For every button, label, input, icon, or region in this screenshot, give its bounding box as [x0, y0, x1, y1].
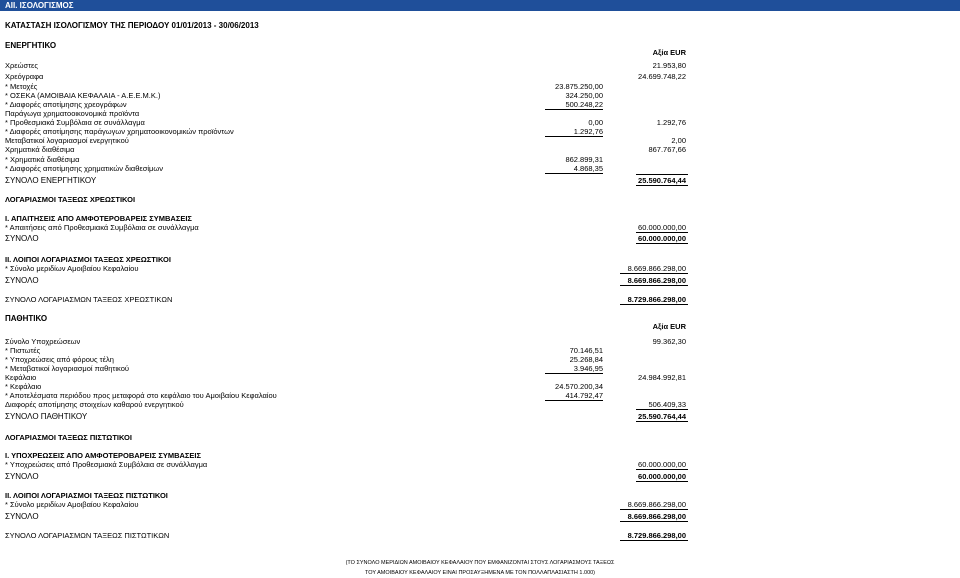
- liability-row-label: * Υποχρεώσεις από φόρους τέλη: [5, 355, 114, 364]
- debit-memo-sec1-heading: Ι. ΑΠΑΙΤΗΣΕΙΣ ΑΠΟ ΑΜΦΟΤΕΡΟΒΑΡΕΙΣ ΣΥΜΒΑΣΕΙΣ: [5, 214, 192, 223]
- credit-memo-sec1-row-value: 60.000.000,00: [638, 460, 686, 469]
- debit-memo-sec1-total-value: 60.000.000,00: [638, 234, 686, 243]
- asset-row-subvalue: 4.868,35: [573, 164, 603, 173]
- asset-row-label: * Διαφορές αποτίμησης χρεογράφων: [5, 100, 127, 109]
- liability-row-subvalue: 24.570.200,34: [555, 382, 603, 391]
- liability-row-label: * Πιστωτές: [5, 346, 41, 355]
- asset-row-label: * ΟΣΕΚΑ (ΑΜΟΙΒΑΙΑ ΚΕΦΑΛΑΙΑ - Α.Ε.Ε.Μ.Κ.): [5, 91, 161, 100]
- debit-memo-sec1-row-value: 60.000.000,00: [638, 223, 686, 232]
- assets-total-label: ΣΥΝΟΛΟ ΕΝΕΡΓΗΤΙΚΟΥ: [5, 176, 97, 185]
- liability-row-value: 24.984.992,81: [638, 373, 686, 382]
- divider: [620, 273, 688, 274]
- divider: [620, 285, 688, 286]
- asset-row-label: Μεταβατικοί λογαριασμοί ενεργητικού: [5, 136, 129, 145]
- asset-row-subvalue: 23.875.250,00: [555, 82, 603, 91]
- liabilities-total-label: ΣΥΝΟΛΟ ΠΑΘΗΤΙΚΟΥ: [5, 412, 88, 421]
- liability-row-label: Σύνολο Υποχρεώσεων: [5, 337, 81, 346]
- divider: [620, 509, 688, 510]
- asset-row-value: 21.953,80: [652, 61, 686, 70]
- divider: [636, 232, 688, 233]
- asset-row-label: Χρεώστες: [5, 61, 39, 70]
- debit-memo-grand-total-label: ΣΥΝΟΛΟ ΛΟΓΑΡΙΑΣΜΩΝ ΤΑΞΕΩΣ ΧΡΕΩΣΤΙΚΩΝ: [5, 295, 173, 304]
- footnote-line-2: ΤΟΥ ΑΜΟΙΒΑΙΟΥ ΚΕΦΑΛΑΙΟΥ ΕΙΝΑΙ ΠΡΟΣΑΥΞΗΜΕΝΑ ΜΕ ΤΟΝ ΠΟΛΛΑΠΛΑΣΙΑΣΤΗ 1.000): [364, 570, 596, 576]
- divider: [636, 243, 688, 244]
- credit-memo-sec1-total-value: 60.000.000,00: [638, 472, 686, 481]
- divider: [636, 174, 688, 175]
- liabilities-col-header: Αξία EUR: [652, 322, 686, 331]
- liability-row-subvalue: 414.792,47: [565, 391, 603, 400]
- credit-memo-grand-total-label: ΣΥΝΟΛΟ ΛΟΓΑΡΙΑΣΜΩΝ ΤΑΞΕΩΣ ΠΙΣΤΩΤΙΚΩΝ: [5, 531, 170, 540]
- divider: [545, 173, 603, 174]
- divider: [636, 421, 688, 422]
- liabilities-total-value: 25.590.764,44: [638, 412, 686, 421]
- asset-row-value: 1.292,76: [656, 118, 686, 127]
- debit-memo-sec2-row-label: * Σύνολο μεριδίων Αμοιβαίου Κεφαλαίου: [5, 264, 139, 273]
- statement-subtitle: ΚΑΤΑΣΤΑΣΗ ΙΣΟΛΟΓΙΣΜΟΥ ΤΗΣ ΠΕΡΙΟΔΟΥ 01/01/2013 - 30/06/2013: [5, 21, 259, 30]
- debit-memo-sec2-total-value: 8.669.866.298,00: [627, 276, 686, 285]
- divider: [636, 185, 688, 186]
- assets-col-header: Αξία EUR: [652, 48, 686, 57]
- asset-row-value: 2,00: [671, 136, 686, 145]
- section-title: AII. ΙΣΟΛΟΓΙΣΜΟΣ: [5, 1, 74, 10]
- asset-row-subvalue: 500.248,22: [565, 100, 603, 109]
- divider: [620, 304, 688, 305]
- asset-row-subvalue: 0,00: [588, 118, 603, 127]
- asset-row-label: * Χρηματικά διαθέσιμα: [5, 155, 80, 164]
- asset-row-label: * Προθεσμιακά Συμβόλαια σε συνάλλαγμα: [5, 118, 145, 127]
- liability-row-label: Διαφορές αποτίμησης στοιχείων καθαρού ενεργητικού: [5, 400, 184, 409]
- asset-row-value: 24.699.748,22: [638, 72, 686, 81]
- divider: [545, 109, 603, 110]
- asset-row-label: * Διαφορές αποτίμησης χρηματικών διαθεσίμων: [5, 164, 163, 173]
- liability-row-label: Κεφάλαιο: [5, 373, 37, 382]
- credit-memo-sec2-total-label: ΣΥΝΟΛΟ: [5, 512, 39, 521]
- debit-memo-heading: ΛΟΓΑΡΙΑΣΜΟΙ ΤΑΞΕΩΣ ΧΡΕΩΣΤΙΚΟΙ: [5, 195, 136, 204]
- asset-row-label: Παράγωγα χρηματοοικονομικά προϊόντα: [5, 109, 140, 118]
- asset-row-label: * Διαφορές αποτίμησης παράγωγων χρηματοοικονομικών προϊόντων: [5, 127, 234, 136]
- liabilities-heading: ΠΑΘΗΤΙΚΟ: [5, 314, 48, 323]
- asset-row-label: Χρηματικά διαθέσιμα: [5, 145, 75, 154]
- divider: [620, 540, 688, 541]
- liability-row-subvalue: 70.146,51: [569, 346, 603, 355]
- divider: [545, 136, 603, 137]
- debit-memo-sec1-row-label: * Απαιτήσεις από Προθεσμιακά Συμβόλαια σε συνάλλαγμα: [5, 223, 199, 232]
- credit-memo-sec2-row-value: 8.669.866.298,00: [627, 500, 686, 509]
- debit-memo-sec2-heading: ΙΙ. ΛΟΙΠΟΙ ΛΟΓΑΡΙΑΣΜΟΙ ΤΑΞΕΩΣ ΧΡΕΩΣΤΙΚΟΙ: [5, 255, 171, 264]
- asset-row-subvalue: 324.250,00: [565, 91, 603, 100]
- assets-total-value: 25.590.764,44: [638, 176, 686, 185]
- liability-row-value: 506.409,33: [648, 400, 686, 409]
- asset-row-label: Χρεόγραφα: [5, 72, 44, 81]
- asset-row-label: * Μετοχές: [5, 82, 38, 91]
- credit-memo-sec2-row-label: * Σύνολο μεριδίων Αμοιβαίου Κεφαλαίου: [5, 500, 139, 509]
- asset-row-subvalue: 862.899,31: [565, 155, 603, 164]
- credit-memo-sec2-heading: ΙΙ. ΛΟΙΠΟΙ ΛΟΓΑΡΙΑΣΜΟΙ ΤΑΞΕΩΣ ΠΙΣΤΩΤΙΚΟΙ: [5, 491, 168, 500]
- assets-heading: ΕΝΕΡΓΗΤΙΚΟ: [5, 41, 57, 50]
- debit-memo-sec2-total-label: ΣΥΝΟΛΟ: [5, 276, 39, 285]
- liability-row-subvalue: 25.268,84: [569, 355, 603, 364]
- liability-row-value: 99.362,30: [652, 337, 686, 346]
- divider: [620, 521, 688, 522]
- credit-memo-grand-total-value: 8.729.866.298,00: [627, 531, 686, 540]
- footnote-line-1: (ΤΟ ΣΥΝΟΛΟ ΜΕΡΙΔΙΩΝ ΑΜΟΙΒΑΙΟΥ ΚΕΦΑΛΑΙΟΥ ΠΟΥ ΕΜΦΑΝΙΖΟΝΤΑΙ ΣΤΟΥΣ ΛΟΓΑΡΙΑΣΜΟΥΣ ΤΑΞΕΩΣ: [345, 560, 615, 566]
- liability-row-label: * Αποτελέσματα περιόδου προς μεταφορά στο κεφάλαιο του Αμοιβαίου Κεφαλαίου: [5, 391, 277, 400]
- credit-memo-sec2-total-value: 8.669.866.298,00: [627, 512, 686, 521]
- debit-memo-grand-total-value: 8.729.866.298,00: [627, 295, 686, 304]
- divider: [636, 481, 688, 482]
- debit-memo-sec2-row-value: 8.669.866.298,00: [627, 264, 686, 273]
- liability-row-subvalue: 3.946,95: [573, 364, 603, 373]
- liability-row-label: * Κεφάλαιο: [5, 382, 42, 391]
- liability-row-label: * Μεταβατικοί λογαριασμοί παθητικού: [5, 364, 129, 373]
- asset-row-value: 867.767,66: [648, 145, 686, 154]
- debit-memo-sec1-total-label: ΣΥΝΟΛΟ: [5, 234, 39, 243]
- section-title-bar: [0, 0, 960, 11]
- credit-memo-sec1-row-label: * Υποχρεώσεις από Προθεσμιακά Συμβόλαια σε συνάλλαγμα: [5, 460, 208, 469]
- divider: [545, 400, 603, 401]
- credit-memo-sec1-heading: Ι. ΥΠΟΧΡΕΩΣΕΙΣ ΑΠΟ ΑΜΦΟΤΕΡΟΒΑΡΕΙΣ ΣΥΜΒΑΣΕΙΣ: [5, 451, 202, 460]
- divider: [545, 373, 603, 374]
- credit-memo-heading: ΛΟΓΑΡΙΑΣΜΟΙ ΤΑΞΕΩΣ ΠΙΣΤΩΤΙΚΟΙ: [5, 433, 132, 442]
- divider: [636, 469, 688, 470]
- divider: [636, 409, 688, 410]
- credit-memo-sec1-total-label: ΣΥΝΟΛΟ: [5, 472, 39, 481]
- asset-row-subvalue: 1.292,76: [573, 127, 603, 136]
